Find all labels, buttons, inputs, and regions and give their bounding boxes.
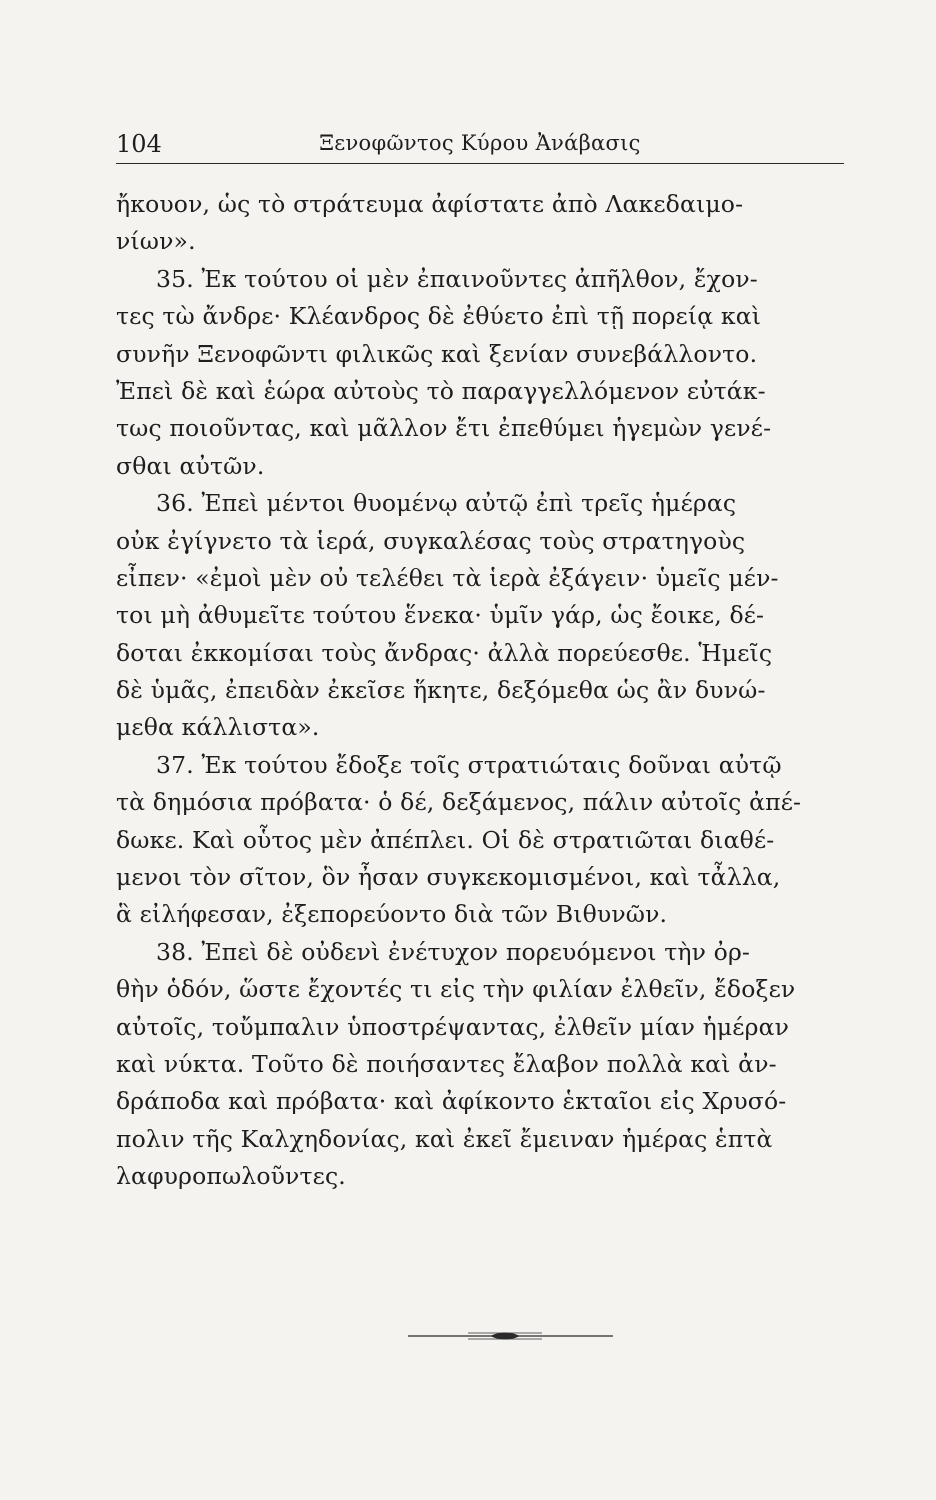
text-line: ἃ εἰλήφεσαν, ἐξεπορεύοντο διὰ τῶν Βιθυνῶν.	[116, 900, 668, 929]
page-number: 104	[116, 130, 162, 158]
text-line: τοι μὴ ἀθυμεῖτε τούτου ἕνεκα· ὑμῖν γάρ, ὡς ἔοικε, δέ-	[116, 601, 765, 630]
text-line: πολιν τῆς Καλχηδονίας, καὶ ἐκεῖ ἔμειναν ἡμέρας ἑπτὰ	[116, 1124, 773, 1153]
text-line: οὐκ ἐγίγνετο τὰ ἱερά, συγκαλέσας τοὺς στρατηγοὺς	[116, 526, 746, 555]
text-line: καὶ νύκτα. Τοῦτο δὲ ποιήσαντες ἔλαβον πολλὰ καὶ ἀν-	[116, 1049, 777, 1078]
text-line: συνῆν Ξενοφῶντι φιλικῶς καὶ ξενίαν συνεβάλλοντο.	[116, 339, 758, 368]
header-rule	[116, 163, 844, 164]
text-line: τες τὼ ἄνδρε· Κλέανδρος δὲ ἐθύετο ἐπὶ τῇ πορείᾳ καὶ	[116, 302, 762, 331]
text-line: εἶπεν· «ἐμοὶ μὲν οὐ τελέθει τὰ ἱερὰ ἐξάγειν· ὑμεῖς μέν-	[116, 563, 779, 592]
text-line: νίων».	[116, 227, 196, 256]
text-line: μεθα κάλλιστα».	[116, 713, 320, 742]
text-line: 37. Ἐκ τούτου ἔδοξε τοῖς στρατιώταις δοῦναι αὐτῷ	[156, 750, 782, 779]
text-line: 35. Ἐκ τούτου οἱ μὲν ἐπαινοῦντες ἀπῆλθον, ἔχον-	[156, 264, 758, 293]
text-line: 36. Ἐπεὶ μέντοι θυομένῳ αὐτῷ ἐπὶ τρεῖς ἡμέρας	[156, 489, 737, 518]
text-line: δωκε. Καὶ οὗτος μὲν ἀπέπλει. Οἱ δὲ στρατιῶται διαθέ-	[116, 825, 775, 854]
text-line: δοται ἐκκομίσαι τοὺς ἄνδρας· ἀλλὰ πορεύεσθε. Ἡμεῖς	[116, 638, 773, 667]
page-header	[116, 130, 844, 160]
running-title: Ξενοφῶντος Κύρου Ἀνάβασις	[319, 131, 641, 155]
text-line: δὲ ὑμᾶς, ἐπειδὰν ἐκεῖσε ἥκητε, δεξόμεθα ὡς ἂν δυνώ-	[116, 676, 766, 705]
text-line: Ἐπεὶ δὲ καὶ ἑώρα αὐτοὺς τὸ παραγγελλόμενον εὐτάκ-	[116, 376, 766, 405]
text-line: μενοι τὸν σῖτον, ὃν ἦσαν συγκεκομισμένοι, καὶ τἆλλα,	[116, 863, 781, 892]
text-line: θὴν ὁδόν, ὥστε ἔχοντές τι εἰς τὴν φιλίαν ἐλθεῖν, ἔδοξεν	[116, 975, 796, 1004]
text-line: αὐτοῖς, τοὔμπαλιν ὑποστρέψαντας, ἐλθεῖν μίαν ἡμέραν	[116, 1012, 790, 1041]
text-line: ἤκουον, ὡς τὸ στράτευμα ἀφίστατε ἀπὸ Λακεδαιμο-	[116, 190, 744, 218]
text-line: λαφυροπωλοῦντες.	[116, 1162, 346, 1191]
text-line: τως ποιοῦντας, καὶ μᾶλλον ἔτι ἐπεθύμει ἡγεμὼν γενέ-	[116, 414, 772, 443]
text-line: σθαι αὐτῶν.	[116, 451, 265, 480]
text-line: τὰ δημόσια πρόβατα· ὁ δέ, δεξάμενος, πάλιν αὐτοῖς ἀπέ-	[116, 788, 802, 817]
body-text	[116, 186, 846, 1196]
end-ornament-icon	[408, 1328, 613, 1344]
text-line: 38. Ἐπεὶ δὲ οὐδενὶ ἐνέτυχον πορευόμενοι τὴν ὀρ-	[156, 937, 751, 966]
text-line: δράποδα καὶ πρόβατα· καὶ ἀφίκοντο ἑκταῖοι εἰς Χρυσό-	[116, 1087, 787, 1116]
